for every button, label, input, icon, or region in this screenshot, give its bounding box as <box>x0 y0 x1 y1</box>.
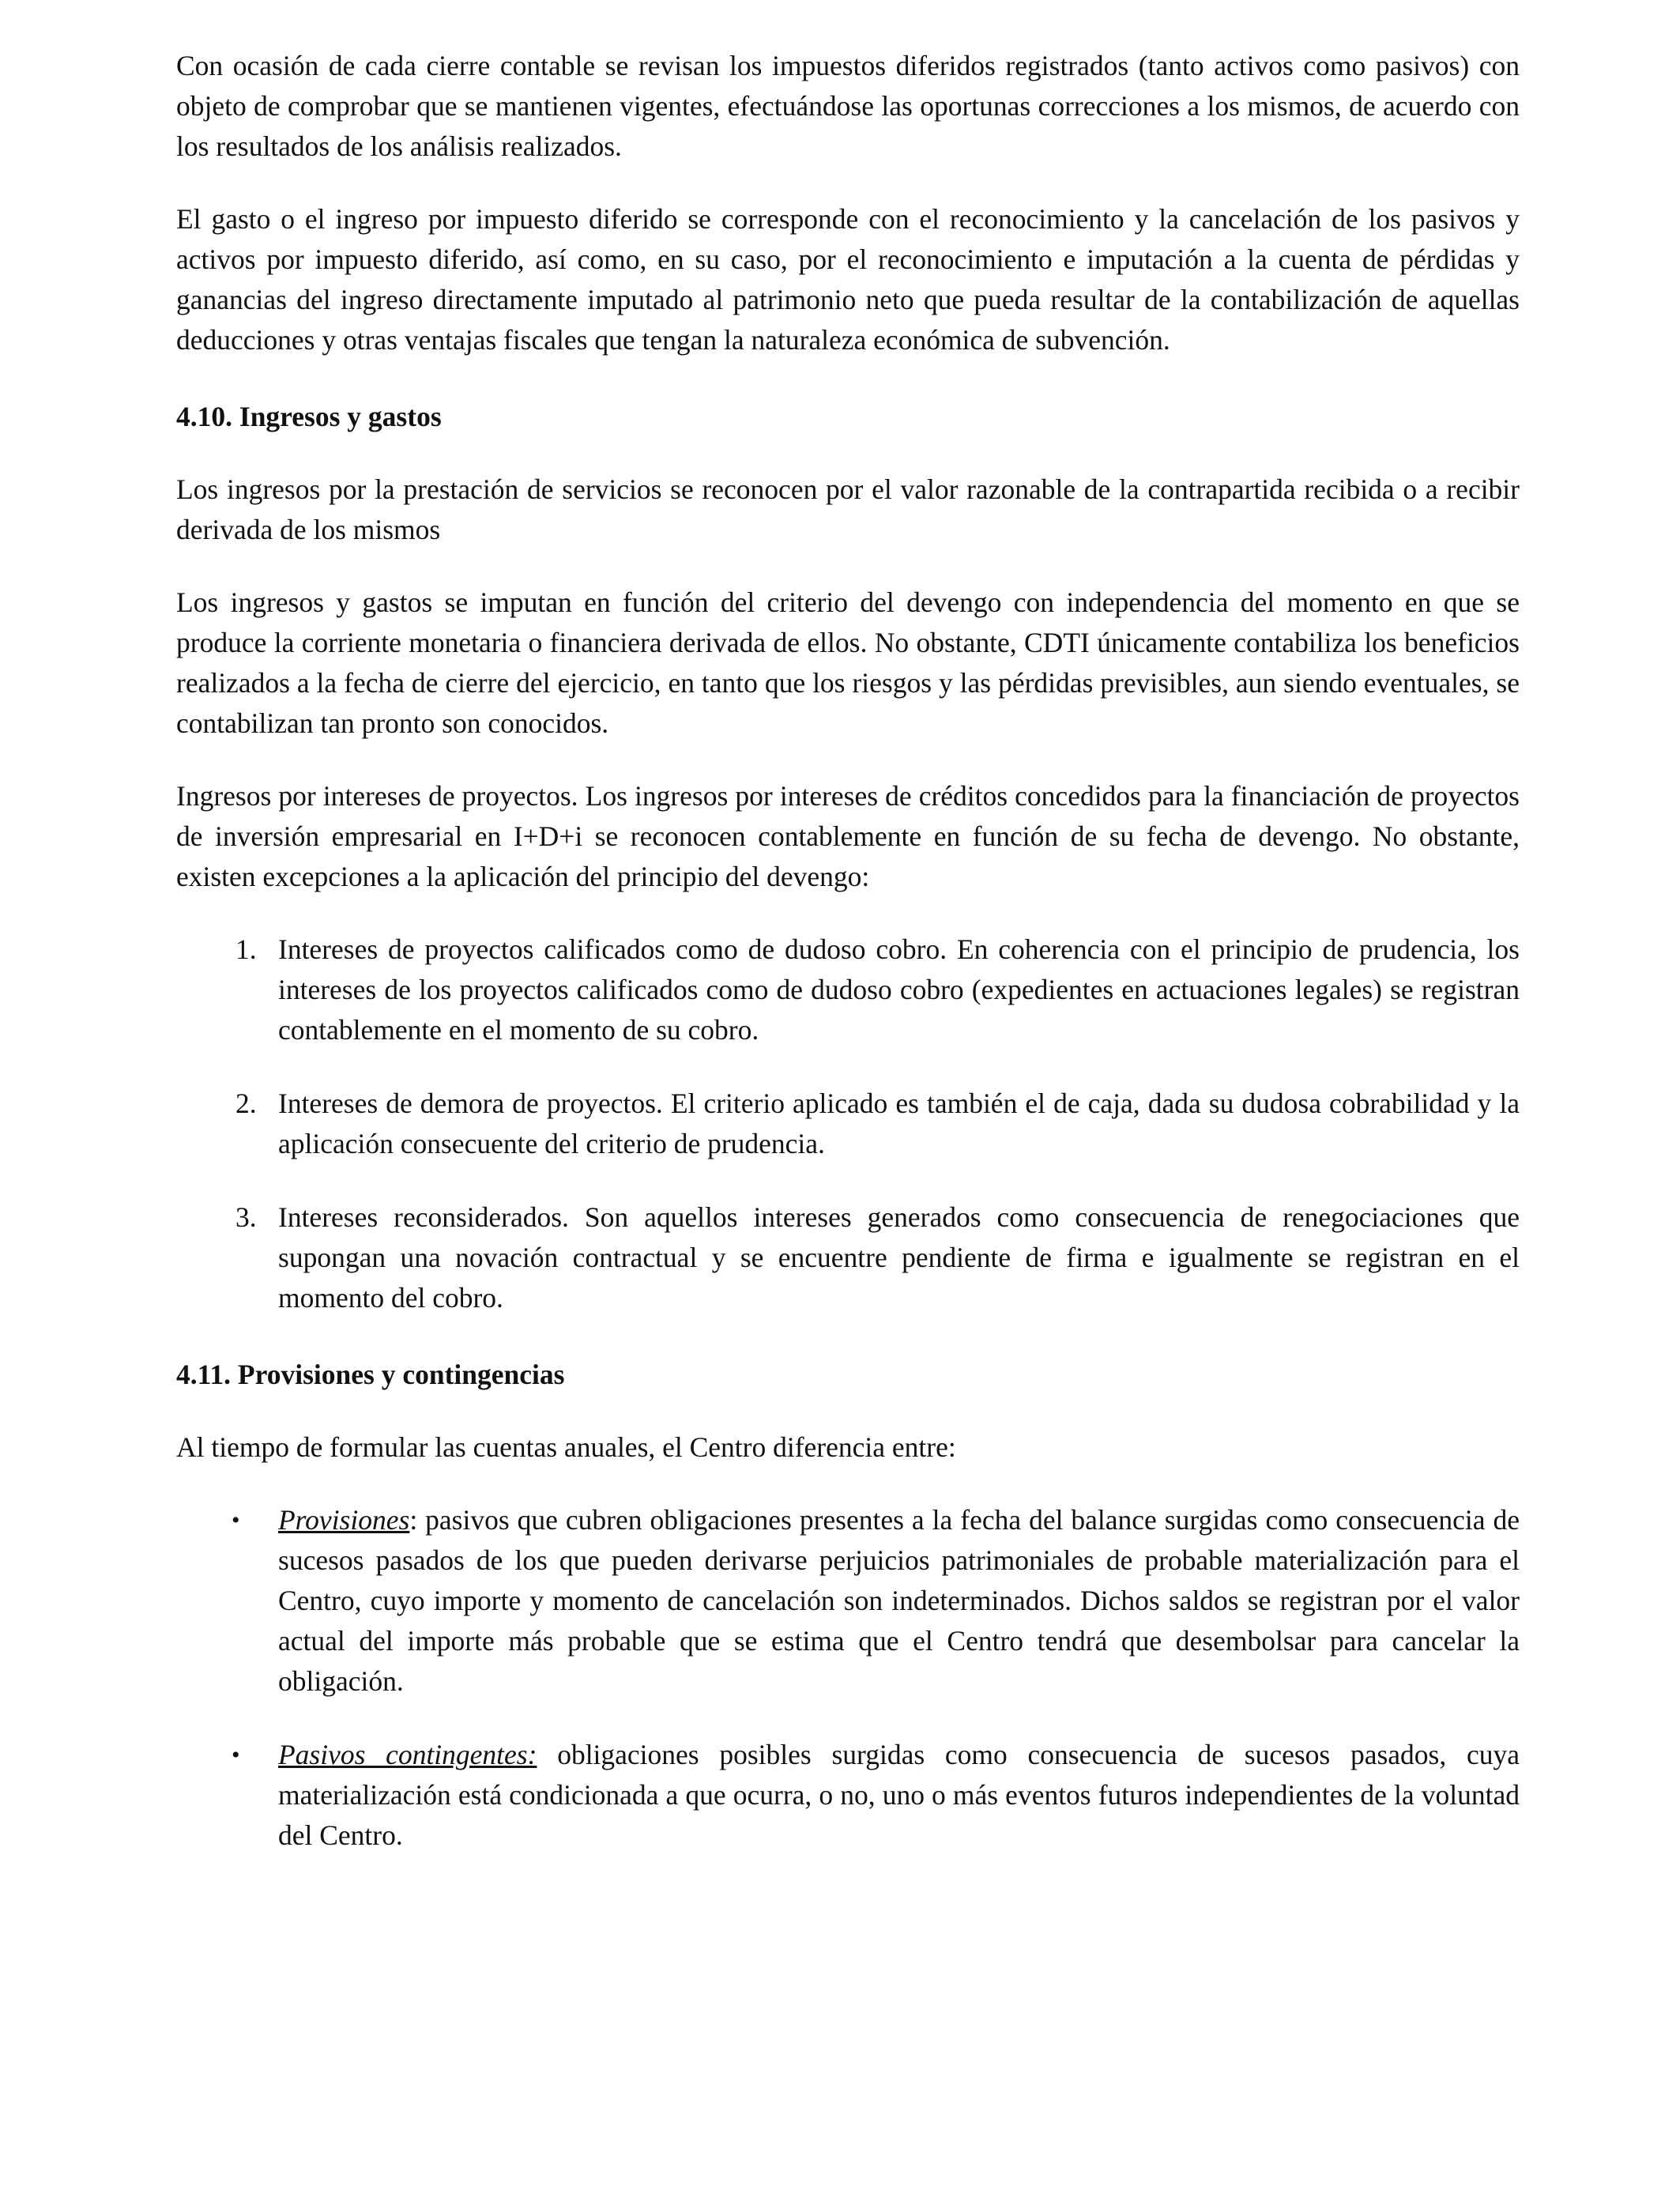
term-separator: : <box>409 1504 418 1536</box>
paragraph-project-interest: Ingresos por intereses de proyectos. Los ingresos por intereses de créditos concedidos para la financiación de proyectos de inversión empresarial en I+D+i se reconocen contablemente en función de su fecha de devengo. No obstante, existen excepciones a la aplicación del principio del devengo: <box>176 780 1520 892</box>
paragraph-accrual-criterion: Los ingresos y gastos se imputan en función del criterio del devengo con independencia del momento en que se produce la corriente monetaria o financiera derivada de ellos. No obstante, CDTI únicamente contabiliza los beneficios realizados a la fecha de cierre del ejercicio, en tanto que los riesgos y las pérdidas previsibles, aun siendo eventuales, se contabilizan tan pronto son conocidos. <box>176 586 1520 739</box>
paragraph-provisions-intro: Al tiempo de formular las cuentas anuales, el Centro diferencia entre: <box>176 1431 956 1463</box>
bullet-icon: • <box>232 1507 240 1533</box>
list-item <box>176 1197 1520 1318</box>
term-provisiones: Provisiones <box>278 1504 410 1536</box>
list-item <box>176 1084 1520 1164</box>
list-item-text: obligaciones posibles surgidas como consecuencia de sucesos pasados, cuya materialización está condicionada a que ocurra, o no, uno o más eventos futuros independientes de la voluntad del Centro. <box>278 1739 1520 1851</box>
list-item-text: Intereses de proyectos calificados como de dudoso cobro. En coherencia con el principio de prudencia, los intereses de los proyectos calificados como de dudoso cobro (expedientes en actuaciones legales) se registran contablemente en el momento de su cobro. <box>278 933 1520 1046</box>
list-number: 3. <box>235 1201 257 1233</box>
paragraph-service-revenue: Los ingresos por la prestación de servicios se reconocen por el valor razonable de la contrapartida recibida o a recibir derivada de los mismos <box>176 473 1520 545</box>
list-item <box>176 1735 1520 1856</box>
paragraph-deferred-tax-expense: El gasto o el ingreso por impuesto diferido se corresponde con el reconocimiento y la cancelación de los pasivos y activos por impuesto diferido, así como, en su caso, por el reconocimiento e imputación a la cuenta de pérdidas y ganancias del ingreso directamente imputado al patrimonio neto que pueda resultar de la contabilización de aquellas deducciones y otras ventajas fiscales que tengan la naturaleza económica de subvención. <box>176 203 1520 356</box>
document-page <box>176 46 1520 1889</box>
bullet-icon: • <box>232 1742 240 1768</box>
list-number: 1. <box>235 933 257 965</box>
list-number: 2. <box>235 1088 257 1119</box>
list-item-text: pasivos que cubren obligaciones presentes a la fecha del balance surgidas como consecuencia de sucesos pasados de los que pueden derivarse perjuicios patrimoniales de probable materialización para el Centro, cuyo importe y momento de cancelación son indeterminados. Dichos saldos se registran por el valor actual del importe más probable que se estima que el Centro tendrá que desembolsar para cancelar la obligación. <box>278 1504 1520 1697</box>
section-heading-4-10: 4.10. Ingresos y gastos <box>176 401 442 432</box>
list-item-text: Intereses de demora de proyectos. El criterio aplicado es también el de caja, dada su dudosa cobrabilidad y la aplicación consecuente del criterio de prudencia. <box>278 1088 1520 1159</box>
list-item <box>176 929 1520 1050</box>
paragraph-deferred-tax-review: Con ocasión de cada cierre contable se revisan los impuestos diferidos registrados (tanto activos como pasivos) con objeto de comprobar que se mantienen vigentes, efectuándose las oportunas correcciones a los mismos, de acuerdo con los resultados de los análisis realizados. <box>176 50 1520 162</box>
list-item <box>176 1500 1520 1702</box>
provisions-list <box>176 1500 1520 1856</box>
term-pasivos-contingentes: Pasivos contingentes: <box>278 1739 537 1770</box>
exceptions-list <box>176 929 1520 1318</box>
list-item-text: Intereses reconsiderados. Son aquellos intereses generados como consecuencia de renegociaciones que supongan una novación contractual y se encuentre pendiente de firma e igualmente se registran en el momento del cobro. <box>278 1201 1520 1314</box>
section-heading-4-11: 4.11. Provisiones y contingencias <box>176 1359 565 1390</box>
